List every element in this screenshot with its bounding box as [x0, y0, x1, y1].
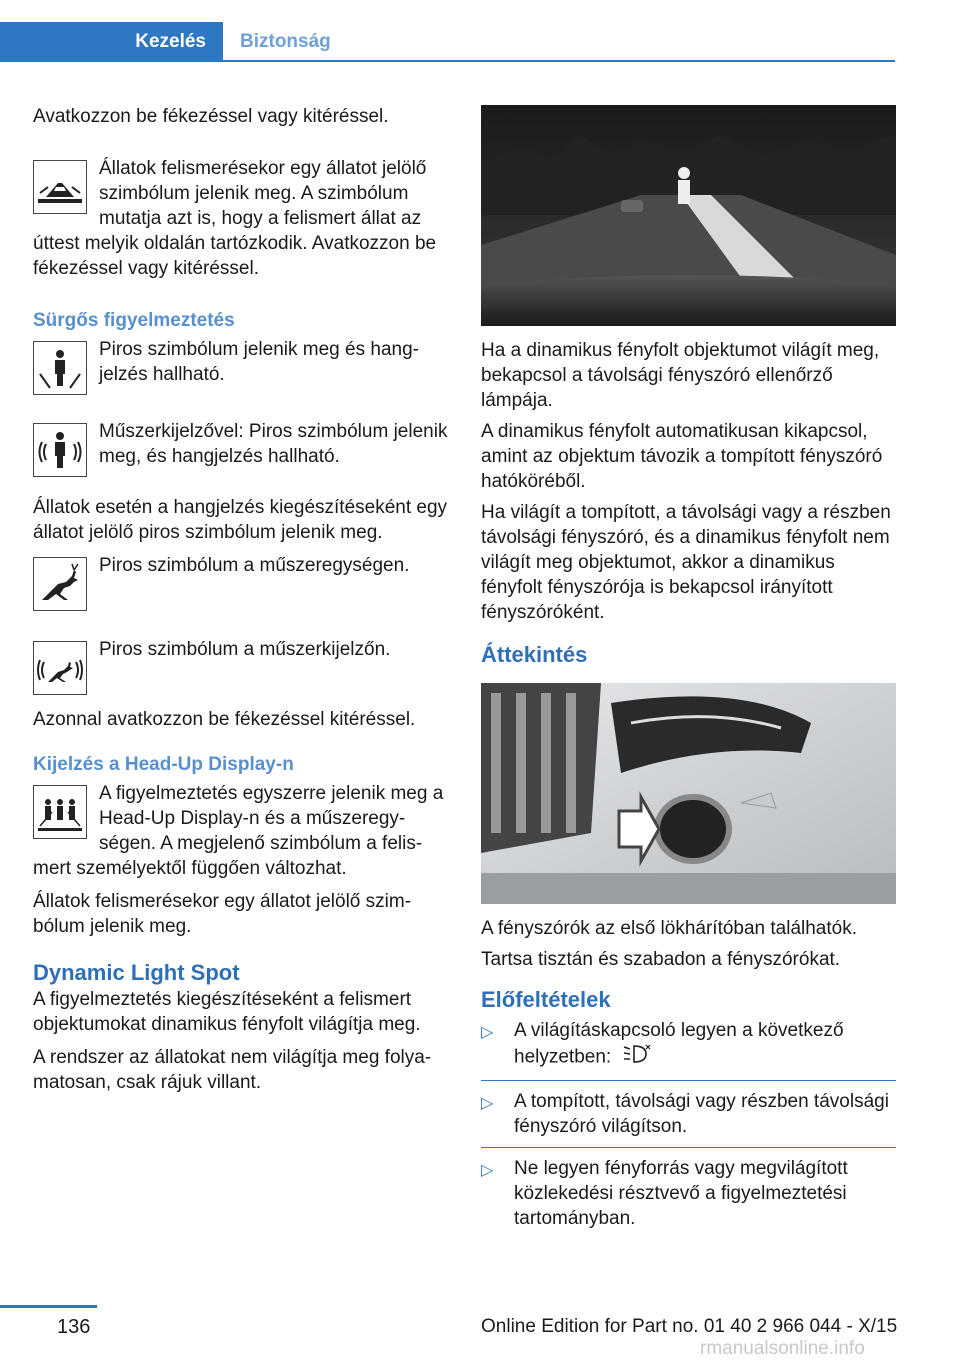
- deer-icon: [33, 557, 87, 611]
- urgent-block: [33, 337, 448, 399]
- paragraph: Avatkozzon be fékezéssel vagy kitéréssel.: [33, 106, 389, 127]
- edition-text: Online Edition for Part no. 01 40 2 966 044 - X/15: [481, 1316, 898, 1337]
- heading-hud: Kijelzés a Head-Up Display-n: [33, 754, 294, 775]
- paragraph: A rendszer az állatokat nem világítja meg folyamatosan, csak rájuk villant.: [33, 1047, 432, 1093]
- paragraph: Piros szimbólum a műszeregységen.: [99, 555, 410, 576]
- triangle-bullet-icon: ▷: [481, 1024, 494, 1041]
- deer-sound-icon: [33, 641, 87, 695]
- footer-rule: [0, 1305, 97, 1308]
- paragraph: Állatok esetén a hangjelzés kiegészítéseként egy állatot jelölő piros szimbólum jelenik meg.: [33, 497, 448, 543]
- paragraph: Ha a dinamikus fényfolt objektumot világít meg, bekapcsol a távolsági fényszóró ellenőrző lámpája.: [481, 340, 880, 411]
- heading-overview: Áttekintés: [481, 642, 588, 667]
- hud-block: [33, 781, 448, 881]
- paragraph: Műszerkijelzővel: Piros szimbólum jelenik meg, és hangjelzés hallható.: [99, 421, 448, 467]
- paragraph: Piros szimbólum a műszerkijelzőn.: [99, 639, 391, 660]
- paragraph: Állatok felismerésekor egy állatot jelölő szimbólum jelenik meg.: [33, 891, 412, 937]
- paragraph: Állatok felismerésekor egy állatot jelölő szimbólum jelenik meg. A szimbólum mutatja azt is, hogy a felismert állat az úttest melyik oldalán tartózkodik. Avatkozzon be fékezéssel vagy kitéréssel.: [33, 158, 437, 279]
- chapter-tabs: [0, 22, 895, 62]
- headlight-bumper-photo: [481, 683, 896, 904]
- pedestrians-hud-icon: [33, 785, 87, 839]
- triangle-bullet-icon: ▷: [481, 1095, 494, 1112]
- prerequisites-list: [481, 1018, 896, 1231]
- road-animal-icon: [33, 160, 87, 214]
- heading-dynamic-light-spot: Dynamic Light Spot: [33, 960, 240, 985]
- list-divider: [481, 1080, 896, 1081]
- tab-biztonsag[interactable]: Biztonság: [240, 31, 331, 52]
- tab-kezeles[interactable]: Kezelés: [0, 22, 223, 62]
- animal-instrument-block: [33, 553, 448, 615]
- instrument-display-block: [33, 419, 448, 481]
- list-item: ▷ A világításkapcsoló legyen a következő helyzetben:: [481, 1018, 896, 1072]
- paragraph: A fényszórók az első lökhárítóban találhatók.: [481, 918, 858, 939]
- pedestrian-sound-icon: [33, 423, 87, 477]
- paragraph: A figyelmeztetés kiegészítéseként a felismert objektumokat dinamikus fényfolt világítja meg.: [33, 989, 421, 1035]
- left-column: [33, 98, 448, 1095]
- animal-display-block: [33, 637, 448, 699]
- night-road-illustration: [481, 105, 896, 326]
- right-column: [481, 105, 896, 1231]
- paragraph: Piros szimbólum jelenik meg és hangjelzés hallható.: [99, 339, 419, 385]
- list-item: ▷ Ne legyen fényforrás vagy megvilágított közlekedési résztvevő a figyelmeztetési tartományban.: [481, 1158, 848, 1229]
- pedestrian-warning-icon: [33, 341, 87, 395]
- paragraph: A dinamikus fényfolt automatikusan kikapcsol, amint az objektum távozik a tompított fényszóró hatóköréből.: [481, 421, 883, 492]
- list-divider: [481, 1147, 896, 1148]
- paragraph: Ha világít a tompított, a távolsági vagy a részben távolsági fényszóró, és a dinamikus fényfolt nem világít meg objektumot, akkor a dinamikus fényfolt fényszórója is bekapcsol irányított fényszóróként.: [481, 502, 891, 623]
- paragraph: A figyelmeztetés egyszerre jelenik meg a Head-Up Display-n és a műszeregységen. A megjelenő szimbólum a felismert személyektől függően változhat.: [33, 783, 444, 879]
- heading-urgent-warning: Sürgős figyelmeztetés: [33, 310, 235, 331]
- tab-divider: [223, 60, 895, 62]
- headlight-switch-icon: [622, 1043, 652, 1072]
- list-item: ▷ A tompított, távolsági vagy részben távolsági fényszóró világítson.: [481, 1091, 889, 1137]
- heading-prerequisites: Előfeltételek: [481, 987, 611, 1012]
- triangle-bullet-icon: ▷: [481, 1162, 494, 1179]
- animal-recognition-block: [33, 156, 448, 281]
- watermark: rmanualsonline.info: [700, 1338, 865, 1359]
- paragraph: Azonnal avatkozzon be fékezéssel kitéréssel.: [33, 709, 416, 730]
- page-number: 136: [57, 1316, 91, 1338]
- paragraph: Tartsa tisztán és szabadon a fényszórókat.: [481, 949, 841, 970]
